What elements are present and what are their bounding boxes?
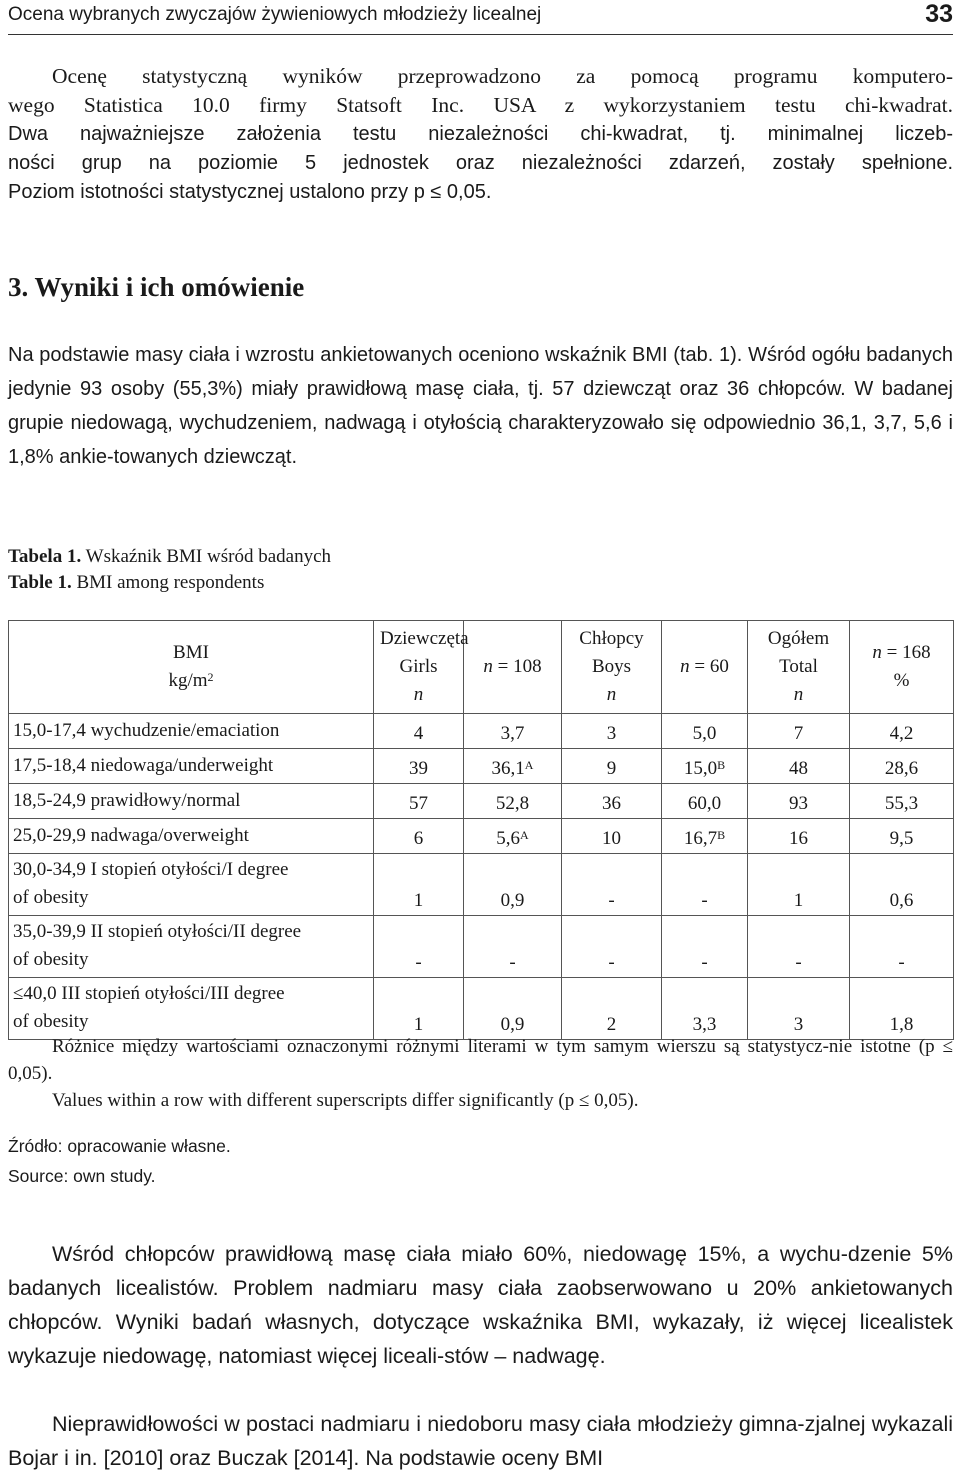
table-row [9,978,954,1040]
bmi-category: 18,5-24,9 prawidłowy/normal [9,784,374,819]
total-n: 93 [748,784,850,819]
total-percent: 28,6 [850,749,954,784]
table-row [9,749,954,784]
intro-paragraph-sans [8,120,953,207]
header-all: Ogółem Total n [748,621,850,714]
bmi-category: 35,0-39,9 II stopień otyłości/II degree of obesity [9,916,374,978]
header-girls: Dziewczęta Girls n [374,621,464,714]
boys-percent: - [662,854,748,916]
total-percent: 4,2 [850,714,954,749]
source-note [8,1131,231,1191]
girls-n: 1 [374,854,464,916]
caption-label: Table 1. [8,572,72,593]
table-notes [8,1033,953,1114]
total-n: 7 [748,714,850,749]
header-boys-total: n = 60 [662,621,748,714]
table-caption [8,544,331,596]
bmi-category: 15,0-17,4 wychudzenie/emaciation [9,714,374,749]
girls-n: 1 [374,978,464,1040]
table-caption-pl [8,544,331,570]
table-header-row [9,621,954,714]
header-boys: Chłopcy Boys n [562,621,662,714]
total-n: 48 [748,749,850,784]
total-percent: - [850,916,954,978]
girls-n: 4 [374,714,464,749]
intro-line: Ocenę statystyczną wyników przeprowadzono za pomocą programu komputero- [52,64,953,88]
table-row [9,714,954,749]
girls-n: 6 [374,819,464,854]
girls-n: 57 [374,784,464,819]
note-en: Values within a row with different superscripts differ significantly (p ≤ 0,05). [52,1090,639,1111]
girls-percent: 0,9 [464,854,562,916]
bmi-category: 17,5-18,4 niedowaga/underweight [9,749,374,784]
caption-text: BMI among respondents [76,572,265,593]
table-row [9,916,954,978]
results-paragraph: Na podstawie masy ciała i wzrostu ankietowanych oceniono wskaźnik BMI (tab. 1). Wśród ogółu badanych jedynie 93 osoby (55,3%) miały prawidłową masę ciała, tj. 57 dziewcząt oraz 36 chłopców. W badanej grupie niedowagą, wychudzeniem, nadwagą i otyłością charakteryzowało się odpowiednio 36,1, 3,7, 5,6 i 1,8% ankie-towanych dziewcząt. [8,344,953,468]
page-number: 33 [925,0,953,28]
boys-n: - [562,916,662,978]
boys-n: 3 [562,714,662,749]
intro-line: Poziom istotności statystycznej ustalono przy p ≤ 0,05. [8,181,492,203]
boys-percent: 5,0 [662,714,748,749]
girls-percent: $36,1^A$ [464,749,562,784]
bmi-category: 25,0-29,9 nadwaga/overweight [9,819,374,854]
boys-n: 9 [562,749,662,784]
intro-line: wego Statistica 10.0 firmy Statsoft Inc. USA z wykorzystaniem testu chi-kwadrat. [8,93,953,117]
bmi-category: ≤40,0 III stopień otyłości/III degree of obesity [9,978,374,1040]
girls-percent: - [464,916,562,978]
section-heading: 3. Wyniki i ich omówienie [8,272,305,302]
boys-percent: $16,7^B$ [662,819,748,854]
intro-paragraph-serif [8,62,953,120]
boys-n: 36 [562,784,662,819]
total-percent: 1,8 [850,978,954,1040]
total-n: - [748,916,850,978]
total-percent: 9,5 [850,819,954,854]
source-en: Source: own study. [8,1166,156,1186]
intro-line: ności grup na poziomie 5 jednostek oraz niezależności zdarzeń, zostały spełnione. [8,152,953,174]
girls-percent: 52,8 [464,784,562,819]
boys-n: 2 [562,978,662,1040]
discussion-paragraph-2: Nieprawidłowości w postaci nadmiaru i niedoboru masy ciała młodzieży gimna-zjalnej wykazali Bojar i in. [2010] oraz Buczak [2014]. Na podstawie oceny BMI [8,1412,953,1470]
total-n: 16 [748,819,850,854]
bmi-table [8,620,954,1040]
header-all-total: n = 168 % [850,621,954,714]
boys-n: - [562,854,662,916]
header-bmi: BMI $kg/m^2$ [9,621,374,714]
girls-n: 39 [374,749,464,784]
table-caption-en [8,570,331,596]
table-row [9,784,954,819]
running-head [8,0,953,35]
header-girls-total: n = 108 [464,621,562,714]
boys-percent: 3,3 [662,978,748,1040]
total-n: 3 [748,978,850,1040]
girls-percent: $5,6^A$ [464,819,562,854]
boys-percent: - [662,916,748,978]
table-row [9,854,954,916]
note-pl: Różnice między wartościami oznaczonymi różnymi literami w tym samym wierszu są statystycz-nie istotne (p ≤ 0,05). [8,1036,953,1084]
girls-percent: 3,7 [464,714,562,749]
discussion-paragraph: Wśród chłopców prawidłową masę ciała miało 60%, niedowagę 15%, a wychu-dzenie 5% badanych licealistów. Problem nadmiaru masy ciała zaobserwowano u 20% ankietowanych chłopców. Wyniki badań własnych, dotyczące wskaźnika BMI, wykazały, iż więcej licealistek wykazuje niedowagę, natomiast więcej liceali-stów – nadwagę. [8,1242,953,1368]
total-n: 1 [748,854,850,916]
source-pl: Źródło: opracowanie własne. [8,1136,231,1156]
total-percent: 0,6 [850,854,954,916]
total-percent: 55,3 [850,784,954,819]
intro-line: Dwa najważniejsze założenia testu niezależności chi-kwadrat, tj. minimalnej liczeb- [8,123,953,145]
bmi-category: 30,0-34,9 I stopień otyłości/I degree of obesity [9,854,374,916]
boys-n: 10 [562,819,662,854]
caption-label: Tabela 1. [8,546,82,567]
girls-n: - [374,916,464,978]
running-title: Ocena wybranych zwyczajów żywieniowych młodzieży licealnej [8,4,542,25]
boys-percent: $15,0^B$ [662,749,748,784]
boys-percent: 60,0 [662,784,748,819]
caption-text: Wskaźnik BMI wśród badanych [85,546,331,567]
girls-percent: 0,9 [464,978,562,1040]
table-row [9,819,954,854]
